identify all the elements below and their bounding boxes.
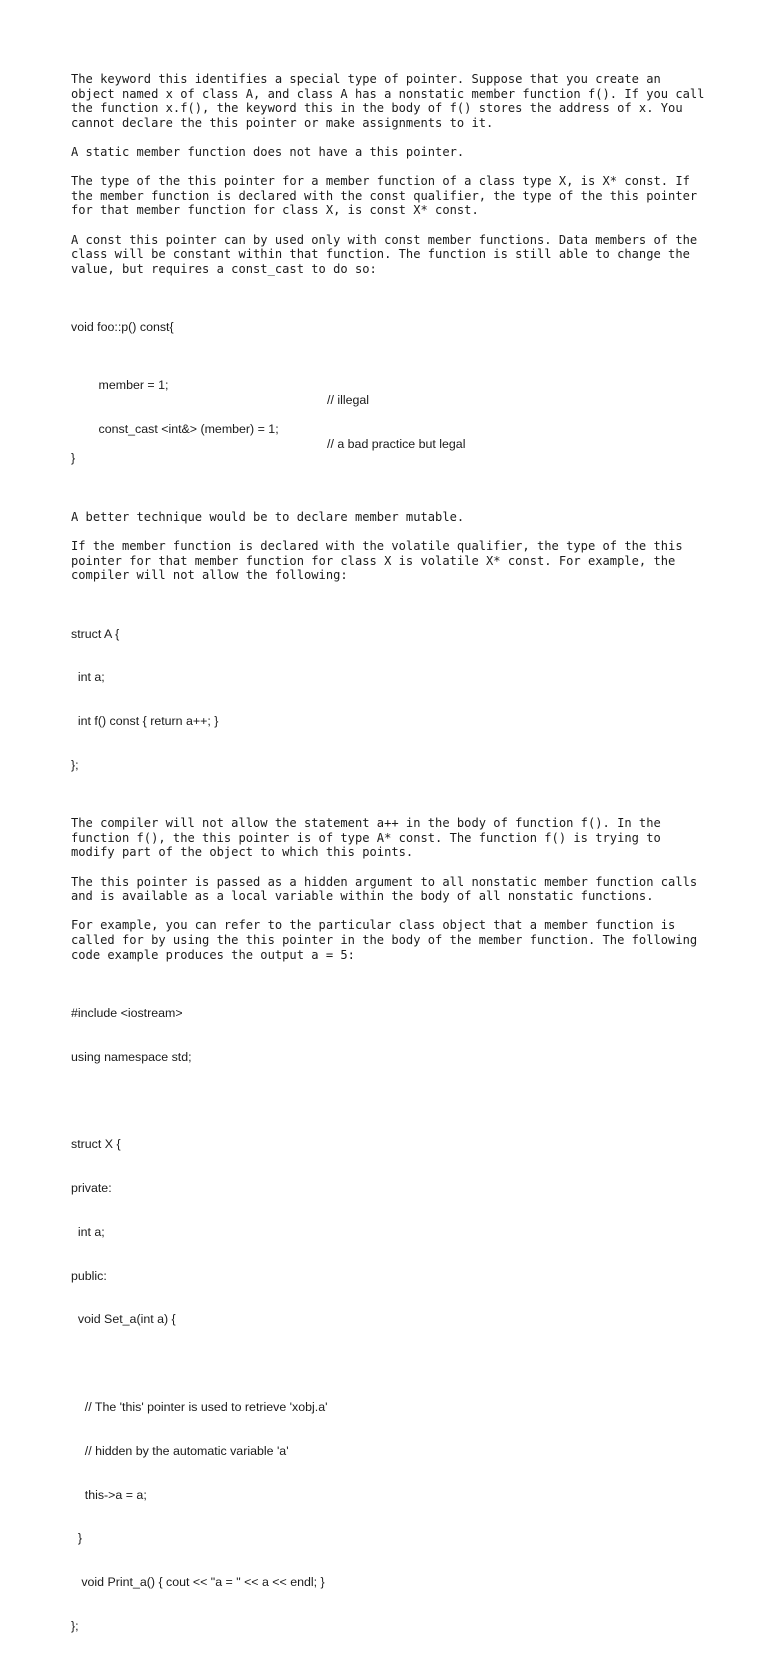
code-blank-line bbox=[71, 1094, 711, 1109]
paragraph-hidden-argument: The this pointer is passed as a hidden argument to all nonstatic member function calls and is available as a local variable within the body of all nonstatic functions. bbox=[71, 874, 705, 904]
code-line: #include <iostream> bbox=[71, 1006, 183, 1020]
code-line: this->a = a; bbox=[71, 1487, 147, 1502]
code-block-struct-x bbox=[71, 977, 711, 1663]
code-line: public: bbox=[71, 1268, 107, 1283]
code-line: }; bbox=[71, 757, 79, 772]
paragraph-this-type: The type of the this pointer for a member function of a class type X, is X* const. If the member function is declared with the const qualifier, the type of the this pointer for that member function for class X, is const X* const. bbox=[71, 174, 705, 218]
code-line bbox=[71, 408, 711, 451]
code-line bbox=[71, 364, 711, 408]
code-comment: // illegal bbox=[327, 393, 370, 408]
code-line: } bbox=[71, 1531, 83, 1546]
paragraph-this-keyword: The keyword this identifies a special type of pointer. Suppose that you create an object named x of class A, and class A has a nonstatic member function f(). If you call the function x.f(), the keyword this in the body of f() stores the address of x. You cannot declare the this pointer or make assignments to it. bbox=[71, 72, 712, 130]
code-line: // The 'this' pointer is used to retrieve 'xobj.a' bbox=[71, 1400, 328, 1415]
code-line: int f() const { return a++; } bbox=[71, 714, 219, 729]
code-blank-line bbox=[71, 1356, 711, 1371]
paragraph-const-this: A const this pointer can by used only with const member functions. Data members of the class will be constant within that function. The function is still able to change the value, but requires a const_cast to do so: bbox=[71, 232, 705, 276]
code-line: using namespace std; bbox=[71, 1049, 192, 1064]
code-comment: // a bad practice but legal bbox=[327, 436, 466, 451]
paragraph-volatile: If the member function is declared with the volatile qualifier, the type of the this pointer for that member function for class X is volatile X* const. For example, the compiler will not allow the following: bbox=[71, 539, 690, 583]
code-line: } bbox=[71, 451, 76, 466]
code-statement: member = 1; bbox=[98, 378, 169, 393]
code-line: int a; bbox=[71, 670, 105, 685]
code-line: // hidden by the automatic variable 'a' bbox=[71, 1443, 289, 1458]
code-block-struct-a bbox=[71, 597, 711, 801]
code-block-const-cast bbox=[71, 291, 711, 495]
paragraph-static-member: A static member function does not have a this pointer. bbox=[71, 144, 465, 159]
code-line: int a; bbox=[71, 1224, 105, 1239]
code-line: void Print_a() { cout << "a = " << a << endl; } bbox=[71, 1575, 325, 1590]
code-line: void Set_a(int a) { bbox=[71, 1312, 176, 1327]
code-line: void foo::p() const{ bbox=[71, 320, 174, 335]
code-line: private: bbox=[71, 1181, 112, 1196]
paragraph-example-intro: For example, you can refer to the particular class object that a member function is called for by using the this pointer in the body of the member function. The following code example produces the output a = 5: bbox=[71, 918, 705, 962]
code-line: struct A { bbox=[71, 626, 120, 641]
code-line: struct X { bbox=[71, 1137, 121, 1152]
paragraph-compiler-error: The compiler will not allow the statement a++ in the body of function f(). In the function f(), the this pointer is of type A* const. The function f() is trying to modify part of the object to which this points. bbox=[71, 816, 669, 860]
code-line: }; bbox=[71, 1618, 79, 1633]
document-body bbox=[71, 72, 711, 1677]
code-statement: const_cast <int&> (member) = 1; bbox=[98, 422, 279, 437]
paragraph-mutable: A better technique would be to declare member mutable. bbox=[71, 509, 465, 524]
